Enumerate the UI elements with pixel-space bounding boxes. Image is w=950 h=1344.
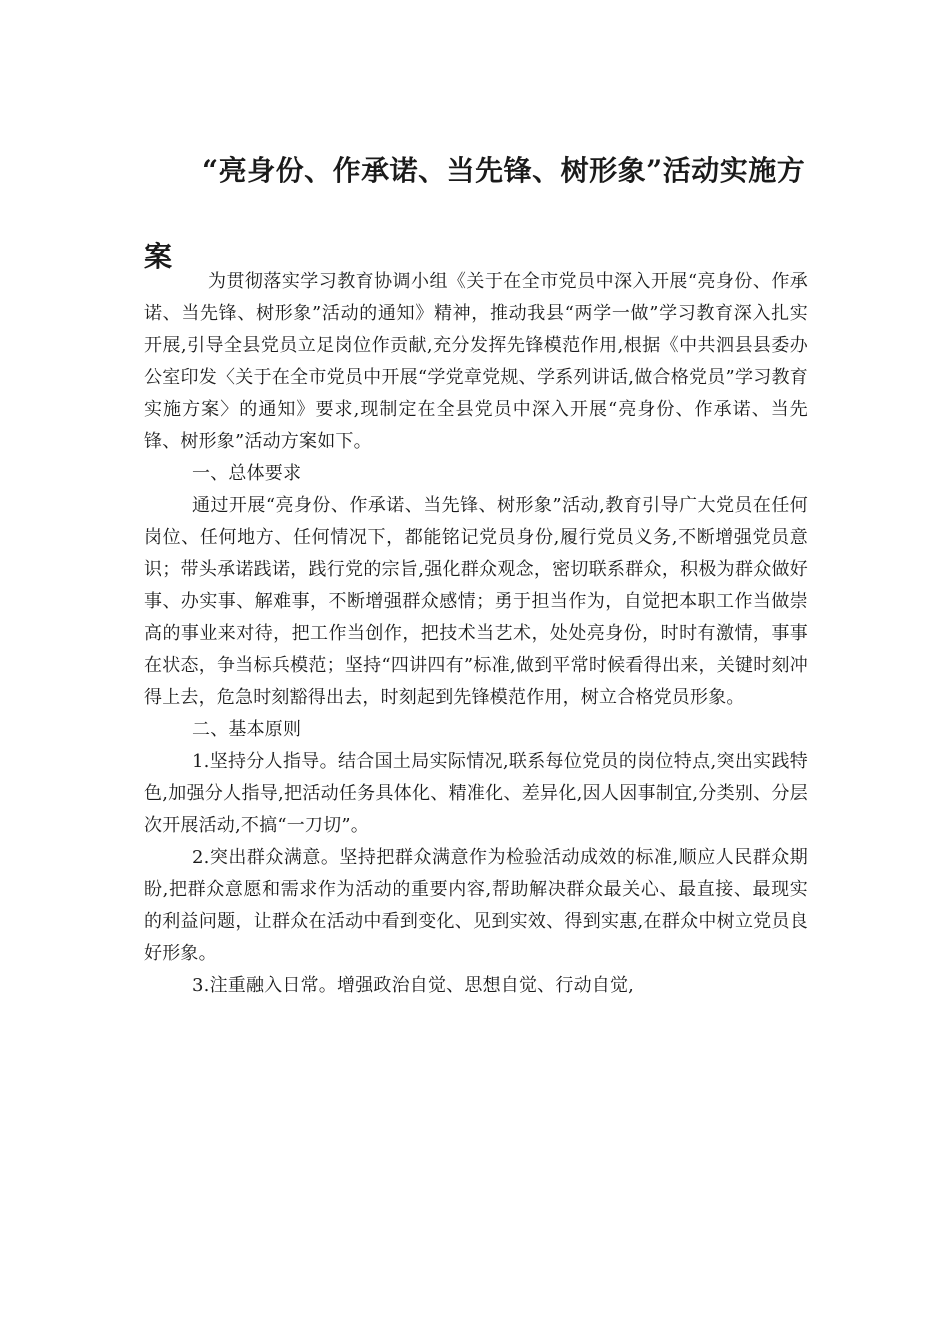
document-body — [144, 266, 808, 1002]
principle-3-paragraph: 3.注重融入日常。增强政治自觉、思想自觉、行动自觉, — [192, 975, 635, 996]
section-heading-basic-principles: 二、基本原则 — [192, 719, 302, 740]
intro-paragraph: 为贯彻落实学习教育协调小组《关于在全市党员中深入开展“亮身份、作承诺、当先锋、树形象”活动的通知》精神，推动我县“两学一做”学习教育深入扎实开展,引导全县党员立足岗位作贡献,充分发挥先锋模范作用,根据《中共泗县县委办公室印发〈关于在全市党员中开展“学党章党规、学系列讲话,做合格党员”学习教育实施方案〉的通知》要求,现制定在全县党员中深入开展“亮身份、作承诺、当先锋、树形象”活动方案如下。 — [144, 271, 808, 452]
section-heading-general-requirements: 一、总体要求 — [192, 463, 302, 484]
general-requirements-paragraph: 通过开展“亮身份、作承诺、当先锋、树形象”活动,教育引导广大党员在任何岗位、任何地方、任何情况下，都能铭记党员身份,履行党员义务,不断增强党员意识；带头承诺践诺，践行党的宗旨,强化群众观念，密切联系群众，积极为群众做好事、办实事、解难事，不断增强群众感情；勇于担当作为，自觉把本职工作当做崇高的事业来对待，把工作当创作，把技术当艺术，处处亮身份，时时有激情，事事在状态，争当标兵模范；坚持“四讲四有”标准,做到平常时候看得出来，关键时刻冲得上去，危急时刻豁得出去，时刻起到先锋模范作用，树立合格党员形象。 — [144, 495, 808, 708]
principle-2-paragraph: 2.突出群众满意。坚持把群众满意作为检验活动成效的标准,顺应人民群众期盼,把群众意愿和需求作为活动的重要内容,帮助解决群众最关心、最直接、最现实的利益问题，让群众在活动中看到变化、见到实效、得到实惠,在群众中树立党员良好形象。 — [144, 847, 808, 964]
principle-1-paragraph: 1.坚持分人指导。结合国土局实际情况,联系每位党员的岗位特点,突出实践特色,加强分人指导,把活动任务具体化、精准化、差异化,因人因事制宜,分类别、分层次开展活动,不搞“一刀切”。 — [144, 751, 808, 836]
document-title: “亮身份、作承诺、当先锋、树形象”活动实施方案 — [144, 154, 806, 273]
